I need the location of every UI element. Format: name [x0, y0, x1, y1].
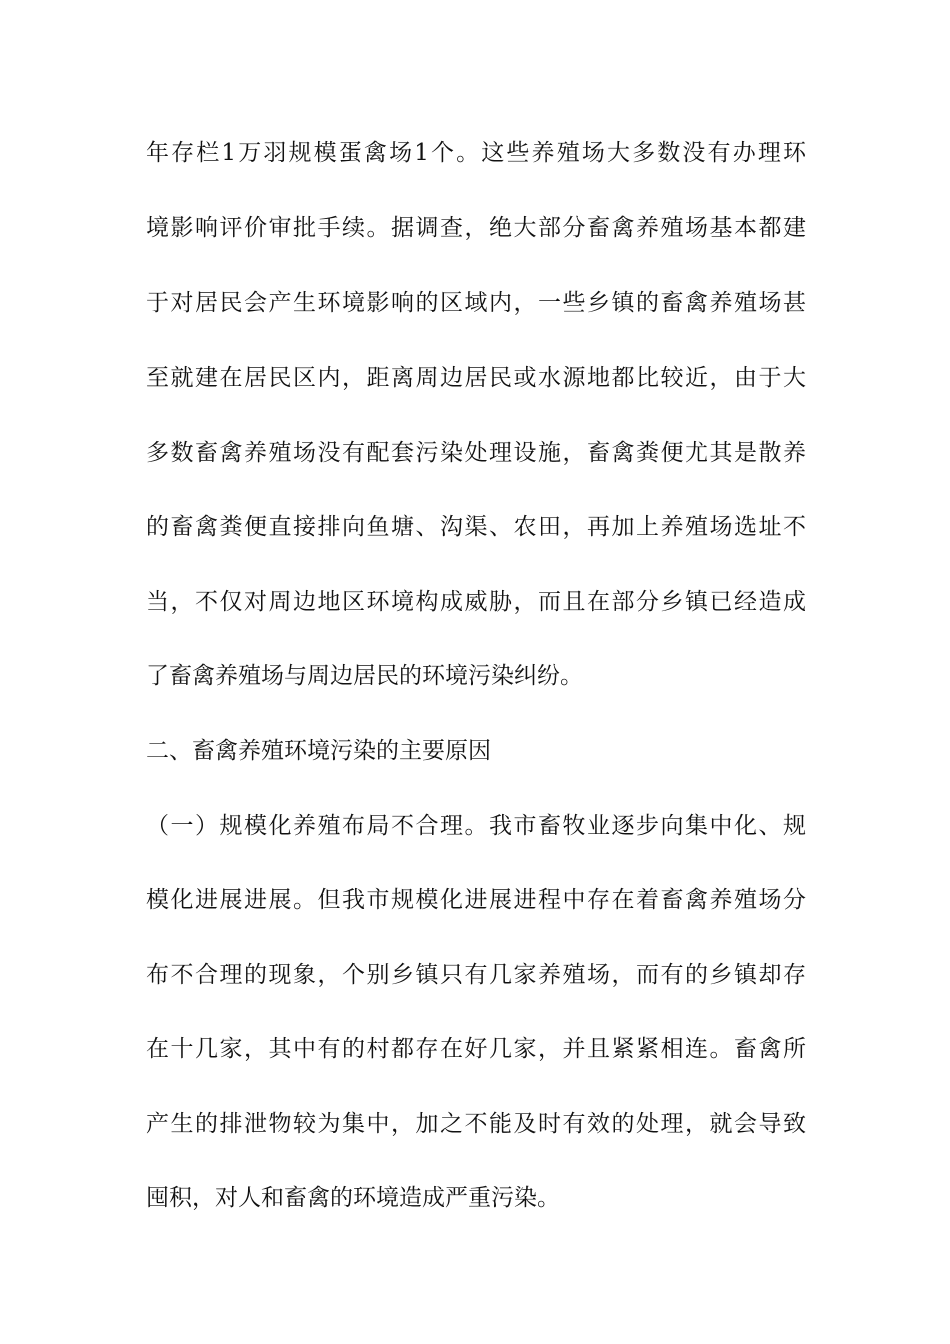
text-line-15: 囤积，对人和畜禽的环境造成严重污染。 [146, 1185, 560, 1211]
text-line-12: 布不合理的现象，个别乡镇只有几家养殖场，而有的乡镇却存 [146, 962, 806, 988]
text-line-11: 模化进展进展。但我市规模化进展进程中存在着畜禽养殖场分 [146, 887, 806, 913]
text-line-3: 于对居民会产生环境影响的区域内，一些乡镇的畜禽养殖场甚 [146, 290, 806, 316]
text-line-8: 了畜禽养殖场与周边居民的环境污染纠纷。 [146, 663, 583, 689]
text-line-13: 在十几家，其中有的村都存在好几家，并且紧紧相连。畜禽所 [146, 1036, 806, 1062]
text-line-14: 产生的排泄物较为集中，加之不能及时有效的处理，就会导致 [146, 1111, 806, 1137]
text-line-10: （一）规模化养殖布局不合理。我市畜牧业逐步向集中化、规 [146, 813, 806, 839]
text-line-1: 年存栏1万羽规模蛋禽场1个。这些养殖场大多数没有办理环 [146, 140, 806, 166]
text-line-6: 的畜禽粪便直接排向鱼塘、沟渠、农田，再加上养殖场选址不 [146, 514, 806, 540]
text-line-2: 境影响评价审批手续。据调查，绝大部分畜禽养殖场基本都建 [146, 215, 806, 241]
section-heading: 二、畜禽养殖环境污染的主要原因 [146, 738, 491, 764]
text-line-4: 至就建在居民区内，距离周边居民或水源地都比较近，由于大 [146, 365, 806, 391]
text-line-5: 多数畜禽养殖场没有配套污染处理设施，畜禽粪便尤其是散养 [146, 440, 806, 466]
text-line-7: 当，不仅对周边地区环境构成威胁，而且在部分乡镇已经造成 [146, 589, 806, 615]
